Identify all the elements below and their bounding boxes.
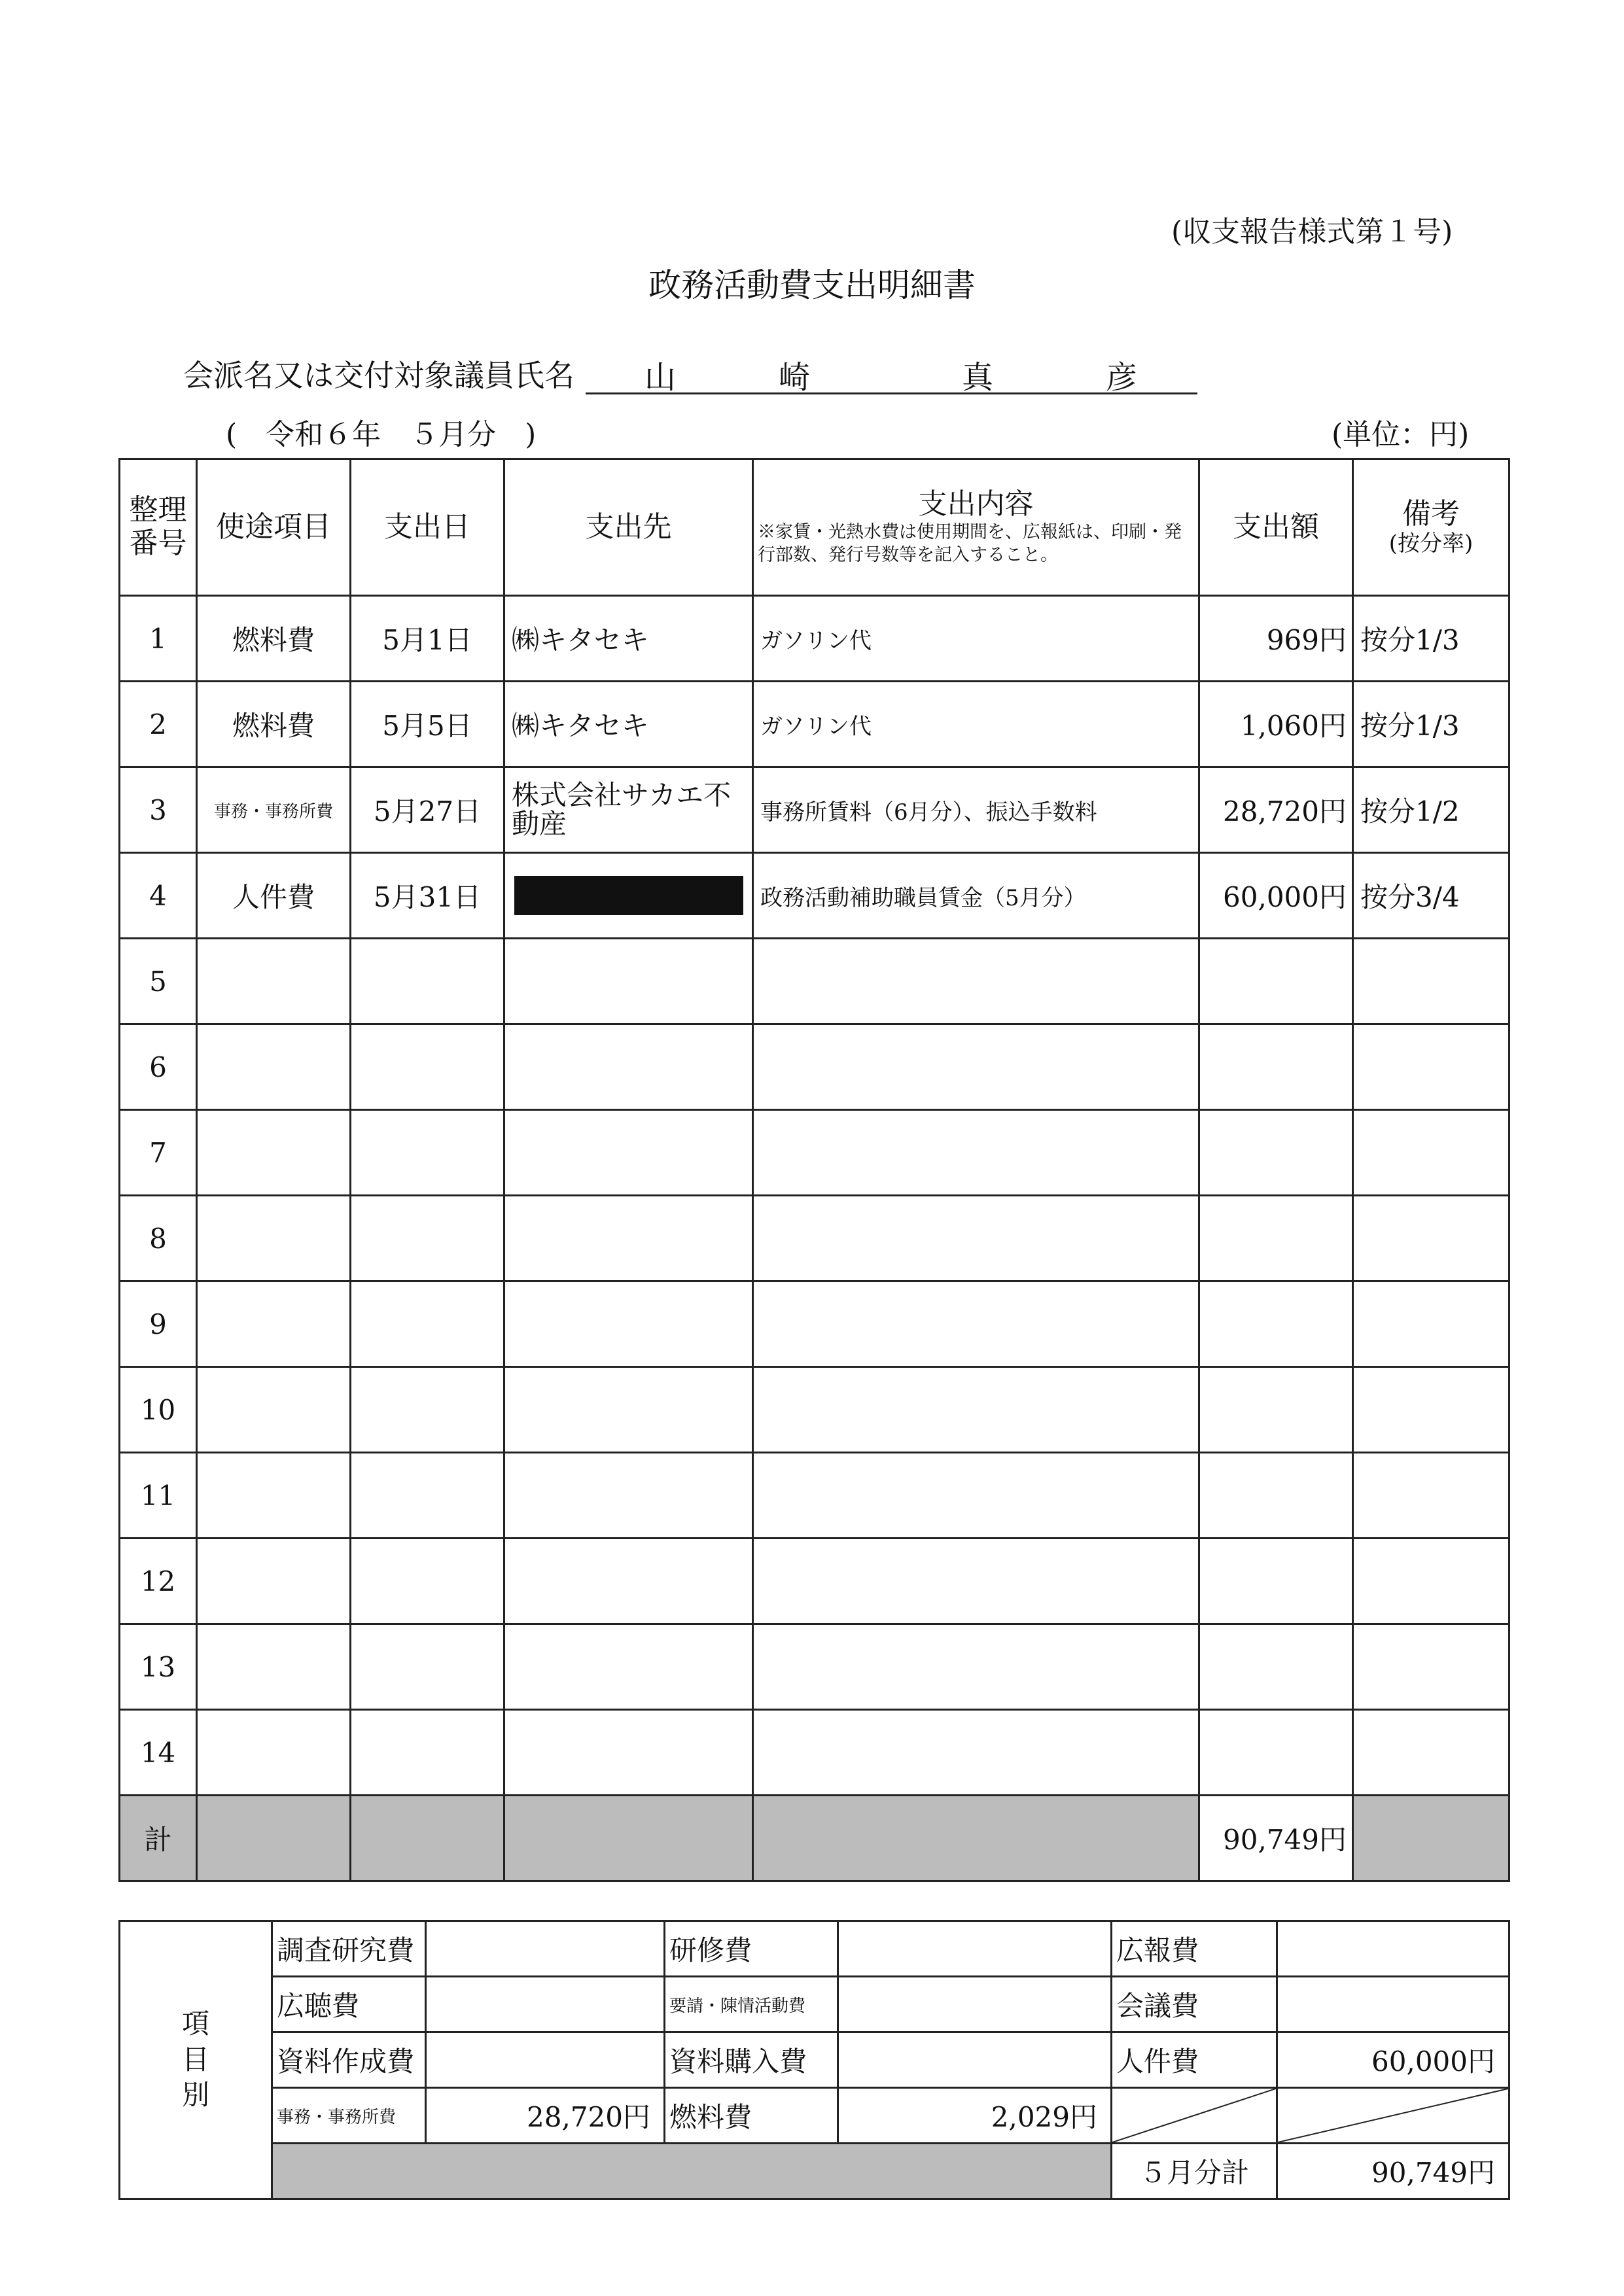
table-row xyxy=(120,1281,1509,1367)
name-char-3: 真 xyxy=(962,359,994,396)
header-payee: 支出先 xyxy=(504,459,753,596)
cat-material-creation-amount xyxy=(426,2032,665,2088)
table-row xyxy=(120,1539,1509,1624)
category-side-label xyxy=(120,1921,272,2199)
diagonal-cell-1 xyxy=(1112,2088,1277,2144)
row-content: 事務所賃料（6月分）、振込手数料 xyxy=(753,767,1199,853)
table-row xyxy=(120,767,1509,853)
cat-research-amount xyxy=(426,1921,665,1977)
row-purpose: 人件費 xyxy=(197,853,351,939)
header-no-line1: 整理 xyxy=(129,493,187,527)
row-no: 4 xyxy=(120,853,197,939)
table-row xyxy=(120,1110,1509,1196)
row-no: 6 xyxy=(120,1024,197,1110)
form-number-label: (収支報告様式第１号) xyxy=(1171,215,1453,249)
row-purpose: 燃料費 xyxy=(197,596,351,682)
row-no: 12 xyxy=(120,1539,197,1624)
row-payee: ㈱キタセキ xyxy=(504,596,753,682)
table-row xyxy=(120,1196,1509,1281)
row-no: 10 xyxy=(120,1367,197,1453)
cat-material-purchase-amount xyxy=(838,2032,1112,2088)
row-no: 11 xyxy=(120,1453,197,1539)
cat-meeting-label: 会議費 xyxy=(1112,1977,1277,2032)
table-row xyxy=(120,853,1509,939)
row-no: 8 xyxy=(120,1196,197,1281)
side-char-1: 項 xyxy=(181,2008,209,2040)
header-no xyxy=(120,459,197,596)
row-amount: 28,720円 xyxy=(1199,767,1353,853)
month-total-label: ５月分計 xyxy=(1112,2144,1277,2199)
header-remarks-label: 備考 xyxy=(1402,497,1460,531)
row-purpose: 燃料費 xyxy=(197,682,351,767)
header-no-line2: 番号 xyxy=(129,527,187,560)
header-content-label: 支出内容 xyxy=(918,487,1034,521)
row-date: 5月5日 xyxy=(351,682,504,767)
row-purpose: 事務・事務所費 xyxy=(197,767,351,853)
cat-hearing-label: 広聴費 xyxy=(272,1977,426,2032)
row-no: 7 xyxy=(120,1110,197,1196)
unit-label: (単位：円) xyxy=(1332,418,1470,451)
table-header-row xyxy=(120,459,1509,596)
reporting-period: ( 令和６年 ５月分 ) xyxy=(226,418,537,451)
row-no: 2 xyxy=(120,682,197,767)
row-content: ガソリン代 xyxy=(753,682,1199,767)
cat-material-creation-label: 資料作成費 xyxy=(272,2032,426,2088)
header-content xyxy=(753,459,1199,596)
name-underline xyxy=(586,392,1197,394)
row-no: 3 xyxy=(120,767,197,853)
cat-pr-amount xyxy=(1277,1921,1509,1977)
row-payee: 株式会社サカエ不動産 xyxy=(504,767,753,853)
row-date: 5月31日 xyxy=(351,853,504,939)
row-date: 5月1日 xyxy=(351,596,504,682)
table-row xyxy=(120,682,1509,767)
cat-hearing-amount xyxy=(426,1977,665,2032)
cat-material-purchase-label: 資料購入費 xyxy=(665,2032,838,2088)
row-amount: 969円 xyxy=(1199,596,1353,682)
month-total-amount: 90,749円 xyxy=(1277,2144,1509,2199)
cat-petition-label: 要請・陳情活動費 xyxy=(665,1977,838,2032)
header-date: 支出日 xyxy=(351,459,504,596)
row-no: 9 xyxy=(120,1281,197,1367)
row-remarks: 按分1/3 xyxy=(1353,682,1509,767)
document-title: 政務活動費支出明細書 xyxy=(648,266,976,304)
redaction-block xyxy=(514,876,743,915)
row-amount: 1,060円 xyxy=(1199,682,1353,767)
row-payee: ㈱キタセキ xyxy=(504,682,753,767)
row-remarks: 按分1/2 xyxy=(1353,767,1509,853)
total-label: 計 xyxy=(120,1796,197,1881)
cat-personnel-label: 人件費 xyxy=(1112,2032,1277,2088)
cat-training-label: 研修費 xyxy=(665,1921,838,1977)
row-date: 5月27日 xyxy=(351,767,504,853)
name-char-1: 山 xyxy=(644,359,677,396)
row-no: 1 xyxy=(120,596,197,682)
header-remarks xyxy=(1353,459,1509,596)
row-remarks: 按分1/3 xyxy=(1353,596,1509,682)
cat-pr-label: 広報費 xyxy=(1112,1921,1277,1977)
header-purpose: 使途項目 xyxy=(197,459,351,596)
table-row xyxy=(120,1624,1509,1710)
total-row xyxy=(120,1796,1509,1881)
cat-office-amount: 28,720円 xyxy=(426,2088,665,2144)
expense-table xyxy=(118,458,1510,1882)
table-row xyxy=(120,1024,1509,1110)
row-no: 14 xyxy=(120,1710,197,1796)
cat-petition-amount xyxy=(838,1977,1112,2032)
total-amount: 90,749円 xyxy=(1199,1796,1353,1881)
table-row xyxy=(120,1710,1509,1796)
row-amount: 60,000円 xyxy=(1199,853,1353,939)
row-payee-redacted xyxy=(504,853,753,939)
row-remarks: 按分3/4 xyxy=(1353,853,1509,939)
table-row xyxy=(120,939,1509,1024)
row-no: 13 xyxy=(120,1624,197,1710)
row-no: 5 xyxy=(120,939,197,1024)
gray-filler xyxy=(272,2144,1112,2199)
cat-meeting-amount xyxy=(1277,1977,1509,2032)
category-summary-table xyxy=(118,1920,1510,2200)
table-row xyxy=(120,596,1509,682)
row-content: ガソリン代 xyxy=(753,596,1199,682)
header-amount: 支出額 xyxy=(1199,459,1353,596)
name-char-2: 崎 xyxy=(779,359,811,396)
table-row xyxy=(120,1367,1509,1453)
header-content-note: ※家賃・光熱水費は使用期間を、広報紙は、印刷・発行部数、発行号数等を記入すること。 xyxy=(758,522,1182,566)
header-remarks-sub: (按分率) xyxy=(1388,530,1474,557)
cat-research-label: 調査研究費 xyxy=(272,1921,426,1977)
cat-personnel-amount: 60,000円 xyxy=(1277,2032,1509,2088)
name-label: 会派名又は交付対象議員氏名 xyxy=(183,358,574,393)
row-content: 政務活動補助職員賃金（5月分） xyxy=(753,853,1199,939)
side-char-2: 目 xyxy=(181,2043,209,2076)
cat-fuel-amount: 2,029円 xyxy=(838,2088,1112,2144)
cat-fuel-label: 燃料費 xyxy=(665,2088,838,2144)
table-row xyxy=(120,1453,1509,1539)
side-char-3: 別 xyxy=(181,2079,209,2112)
cat-training-amount xyxy=(838,1921,1112,1977)
diagonal-cell-2 xyxy=(1277,2088,1509,2144)
name-char-4: 彦 xyxy=(1106,359,1138,396)
cat-office-label: 事務・事務所費 xyxy=(272,2088,426,2144)
